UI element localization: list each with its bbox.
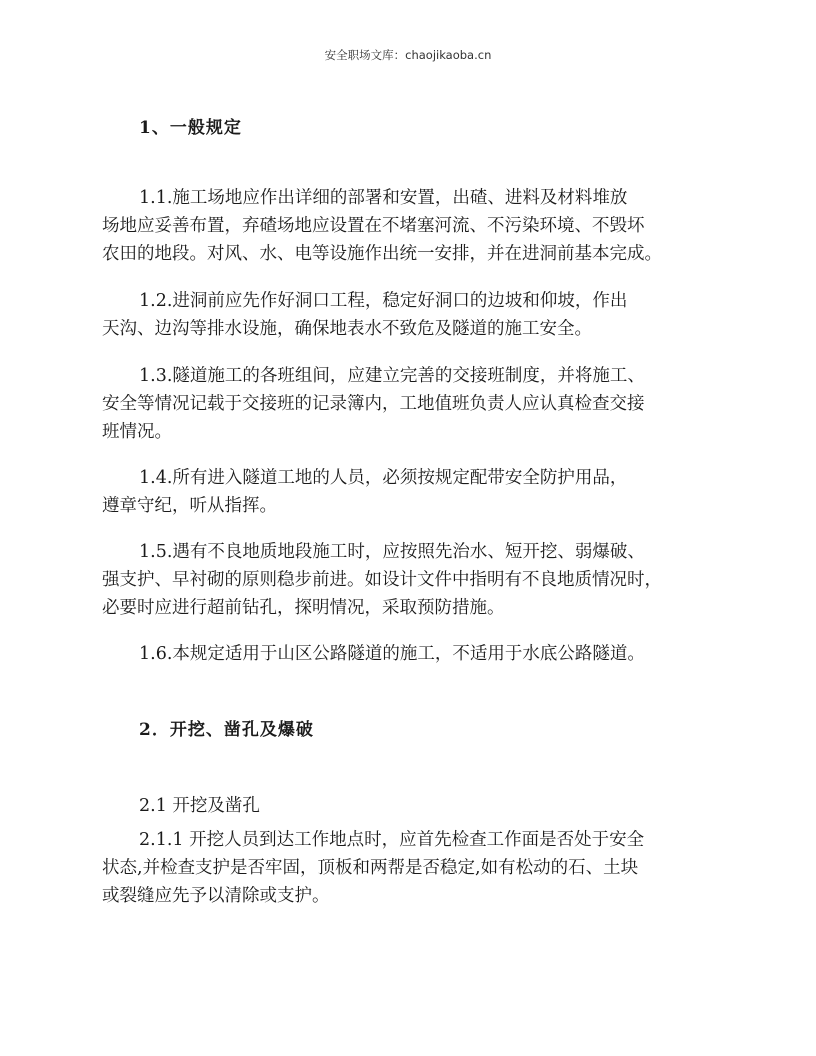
paragraph-1-6 [102,640,722,668]
paragraph-line: 场地应妥善布置，弃碴场地应设置在不堵塞河流、不污染环境、不毁坏 [102,216,645,236]
paragraph-line: 遵章守纪，听从指挥。 [102,496,277,516]
paragraph-1-4 [102,464,722,520]
paragraph-line: 班情况。 [102,422,172,442]
paragraph-line: 1.1.施工场地应作出详细的部署和安置，出碴、进料及材料堆放 [139,188,628,208]
paragraph-1-1 [102,184,722,268]
paragraph-line: 1.2.进洞前应先作好洞口工程，稳定好洞口的边坡和仰坡，作出 [139,291,628,311]
paragraph-line: 1.6.本规定适用于山区公路隧道的施工，不适用于水底公路隧道。 [139,644,645,664]
paragraph-line: 1.5.遇有不良地质地段施工时，应按照先治水、短开挖、弱爆破、 [139,542,645,562]
paragraph-1-5 [102,538,722,622]
page-header: 安全职场文库：chaojikaoba.cn [324,48,492,62]
paragraph-line: 强支护、早衬砌的原则稳步前进。如设计文件中指明有不良地质情况时， [102,570,662,590]
paragraph-line: 或裂缝应先予以清除或支护。 [102,886,330,906]
paragraph-2-1-1 [102,826,722,910]
section-heading-1: 1、一般规定 [139,118,242,138]
paragraph-line: 天沟、边沟等排水设施，确保地表水不致危及隧道的施工安全。 [102,319,592,339]
paragraph-line: 必要时应进行超前钻孔，探明情况，采取预防措施。 [102,598,505,618]
subsection-heading-2-1: 2.1 开挖及凿孔 [139,796,260,816]
paragraph-line: 安全等情况记载于交接班的记录簿内，工地值班负责人应认真检查交接 [102,394,645,414]
paragraph-line: 2.1.1 开挖人员到达工作地点时，应首先检查工作面是否处于安全 [139,830,645,850]
paragraph-line: 状态,并检查支护是否牢固，顶板和两帮是否稳定,如有松动的石、土块 [102,858,639,878]
paragraph-line: 1.4.所有进入隧道工地的人员，必须按规定配带安全防护用品， [139,468,628,488]
section-heading-2: 2．开挖、凿孔及爆破 [139,720,314,740]
paragraph-line: 1.3.隧道施工的各班组间，应建立完善的交接班制度，并将施工、 [139,366,645,386]
paragraph-1-3 [102,362,722,446]
paragraph-1-2 [102,287,722,343]
paragraph-line: 农田的地段。对风、水、电等设施作出统一安排，并在进洞前基本完成。 [102,244,662,264]
